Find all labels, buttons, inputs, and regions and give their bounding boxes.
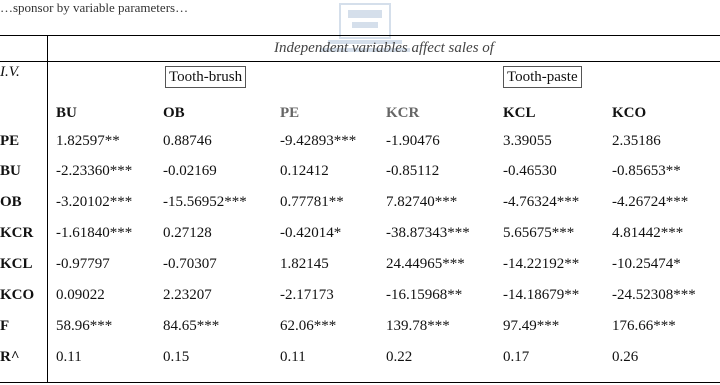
table-cell: -14.18679**: [503, 287, 580, 303]
table-cell: 1.82597**: [56, 133, 120, 149]
row-header-kco: KCO: [0, 287, 35, 303]
intro-text: …sponsor by variable parameters…: [0, 0, 189, 15]
table-cell: -24.52308***: [612, 287, 696, 303]
table-bottom-rule: [0, 382, 720, 383]
table-cell: -16.15968**: [386, 287, 463, 303]
table-cell: -0.46530: [503, 163, 557, 179]
column-header-kco: KCO: [612, 105, 647, 121]
table-cell: 0.26: [612, 349, 639, 365]
table-cell: -0.97797: [56, 256, 110, 272]
table-cell: 0.15: [163, 349, 190, 365]
table-caption: Independent variables affect sales of: [274, 40, 494, 56]
table-cell: -1.90476: [386, 133, 440, 149]
table-cell: -38.87343***: [386, 225, 470, 241]
table-cell: -0.85653**: [612, 163, 681, 179]
table-cell: 84.65***: [163, 318, 220, 334]
table-cell: 0.11: [280, 349, 306, 365]
table-cell: -1.61840***: [56, 225, 133, 241]
table-cell: -10.25474*: [612, 256, 681, 272]
table-cell: -9.42893***: [280, 133, 357, 149]
column-header-ob: OB: [163, 105, 185, 121]
table-row-header-divider: [47, 36, 48, 383]
row-header-pe: PE: [0, 133, 20, 149]
table-cell: 2.35186: [612, 133, 661, 149]
column-header-kcl: KCL: [503, 105, 536, 121]
row-header-bu: BU: [0, 163, 21, 179]
table-cell: 5.65675***: [503, 225, 575, 241]
table-cell: 0.27128: [163, 225, 212, 241]
table-cell: 58.96***: [56, 318, 113, 334]
column-header-pe: PE: [280, 105, 300, 121]
table-cell: 7.82740***: [386, 194, 458, 210]
table-cell: -14.22192**: [503, 256, 580, 272]
row-header-ob: OB: [0, 194, 22, 210]
table-cell: -3.20102***: [56, 194, 133, 210]
table-cell: -4.76324***: [503, 194, 580, 210]
table-cell: -2.17173: [280, 287, 334, 303]
table-cell: 2.23207: [163, 287, 212, 303]
table-cell: -2.23360***: [56, 163, 133, 179]
row-header-kcl: KCL: [0, 256, 33, 272]
table-cell: 62.06***: [280, 318, 337, 334]
table-cell: 24.44965***: [386, 256, 465, 272]
row-header-r: R^: [0, 349, 20, 365]
table-cell: -4.26724***: [612, 194, 689, 210]
table-cell: -0.70307: [163, 256, 217, 272]
table-cell: 0.77781**: [280, 194, 344, 210]
table-cell: 0.12412: [280, 163, 329, 179]
row-header-f: F: [0, 318, 10, 334]
column-header-bu: BU: [56, 105, 77, 121]
column-header-kcr: KCR: [386, 105, 420, 121]
table-cell: 0.09022: [56, 287, 105, 303]
table-header-rule: [0, 61, 720, 62]
row-header-kcr: KCR: [0, 225, 34, 241]
table-cell: 139.78***: [386, 318, 450, 334]
group-toothbrush: Tooth-brush: [165, 66, 246, 88]
table-cell: -15.56952***: [163, 194, 247, 210]
group-toothpaste: Tooth-paste: [503, 66, 582, 88]
table-cell: -0.42014*: [280, 225, 342, 241]
table-cell: 1.82145: [280, 256, 329, 272]
table-cell: 4.81442***: [612, 225, 684, 241]
table-cell: 0.88746: [163, 133, 212, 149]
table-cell: 0.17: [503, 349, 530, 365]
table-cell: 3.39055: [503, 133, 552, 149]
table-cell: -0.02169: [163, 163, 217, 179]
table-cell: 0.22: [386, 349, 413, 365]
iv-label: I.V.: [0, 64, 20, 80]
table-cell: 0.11: [56, 349, 82, 365]
table-cell: 176.66***: [612, 318, 676, 334]
table-cell: -0.85112: [386, 163, 440, 179]
table-cell: 97.49***: [503, 318, 560, 334]
